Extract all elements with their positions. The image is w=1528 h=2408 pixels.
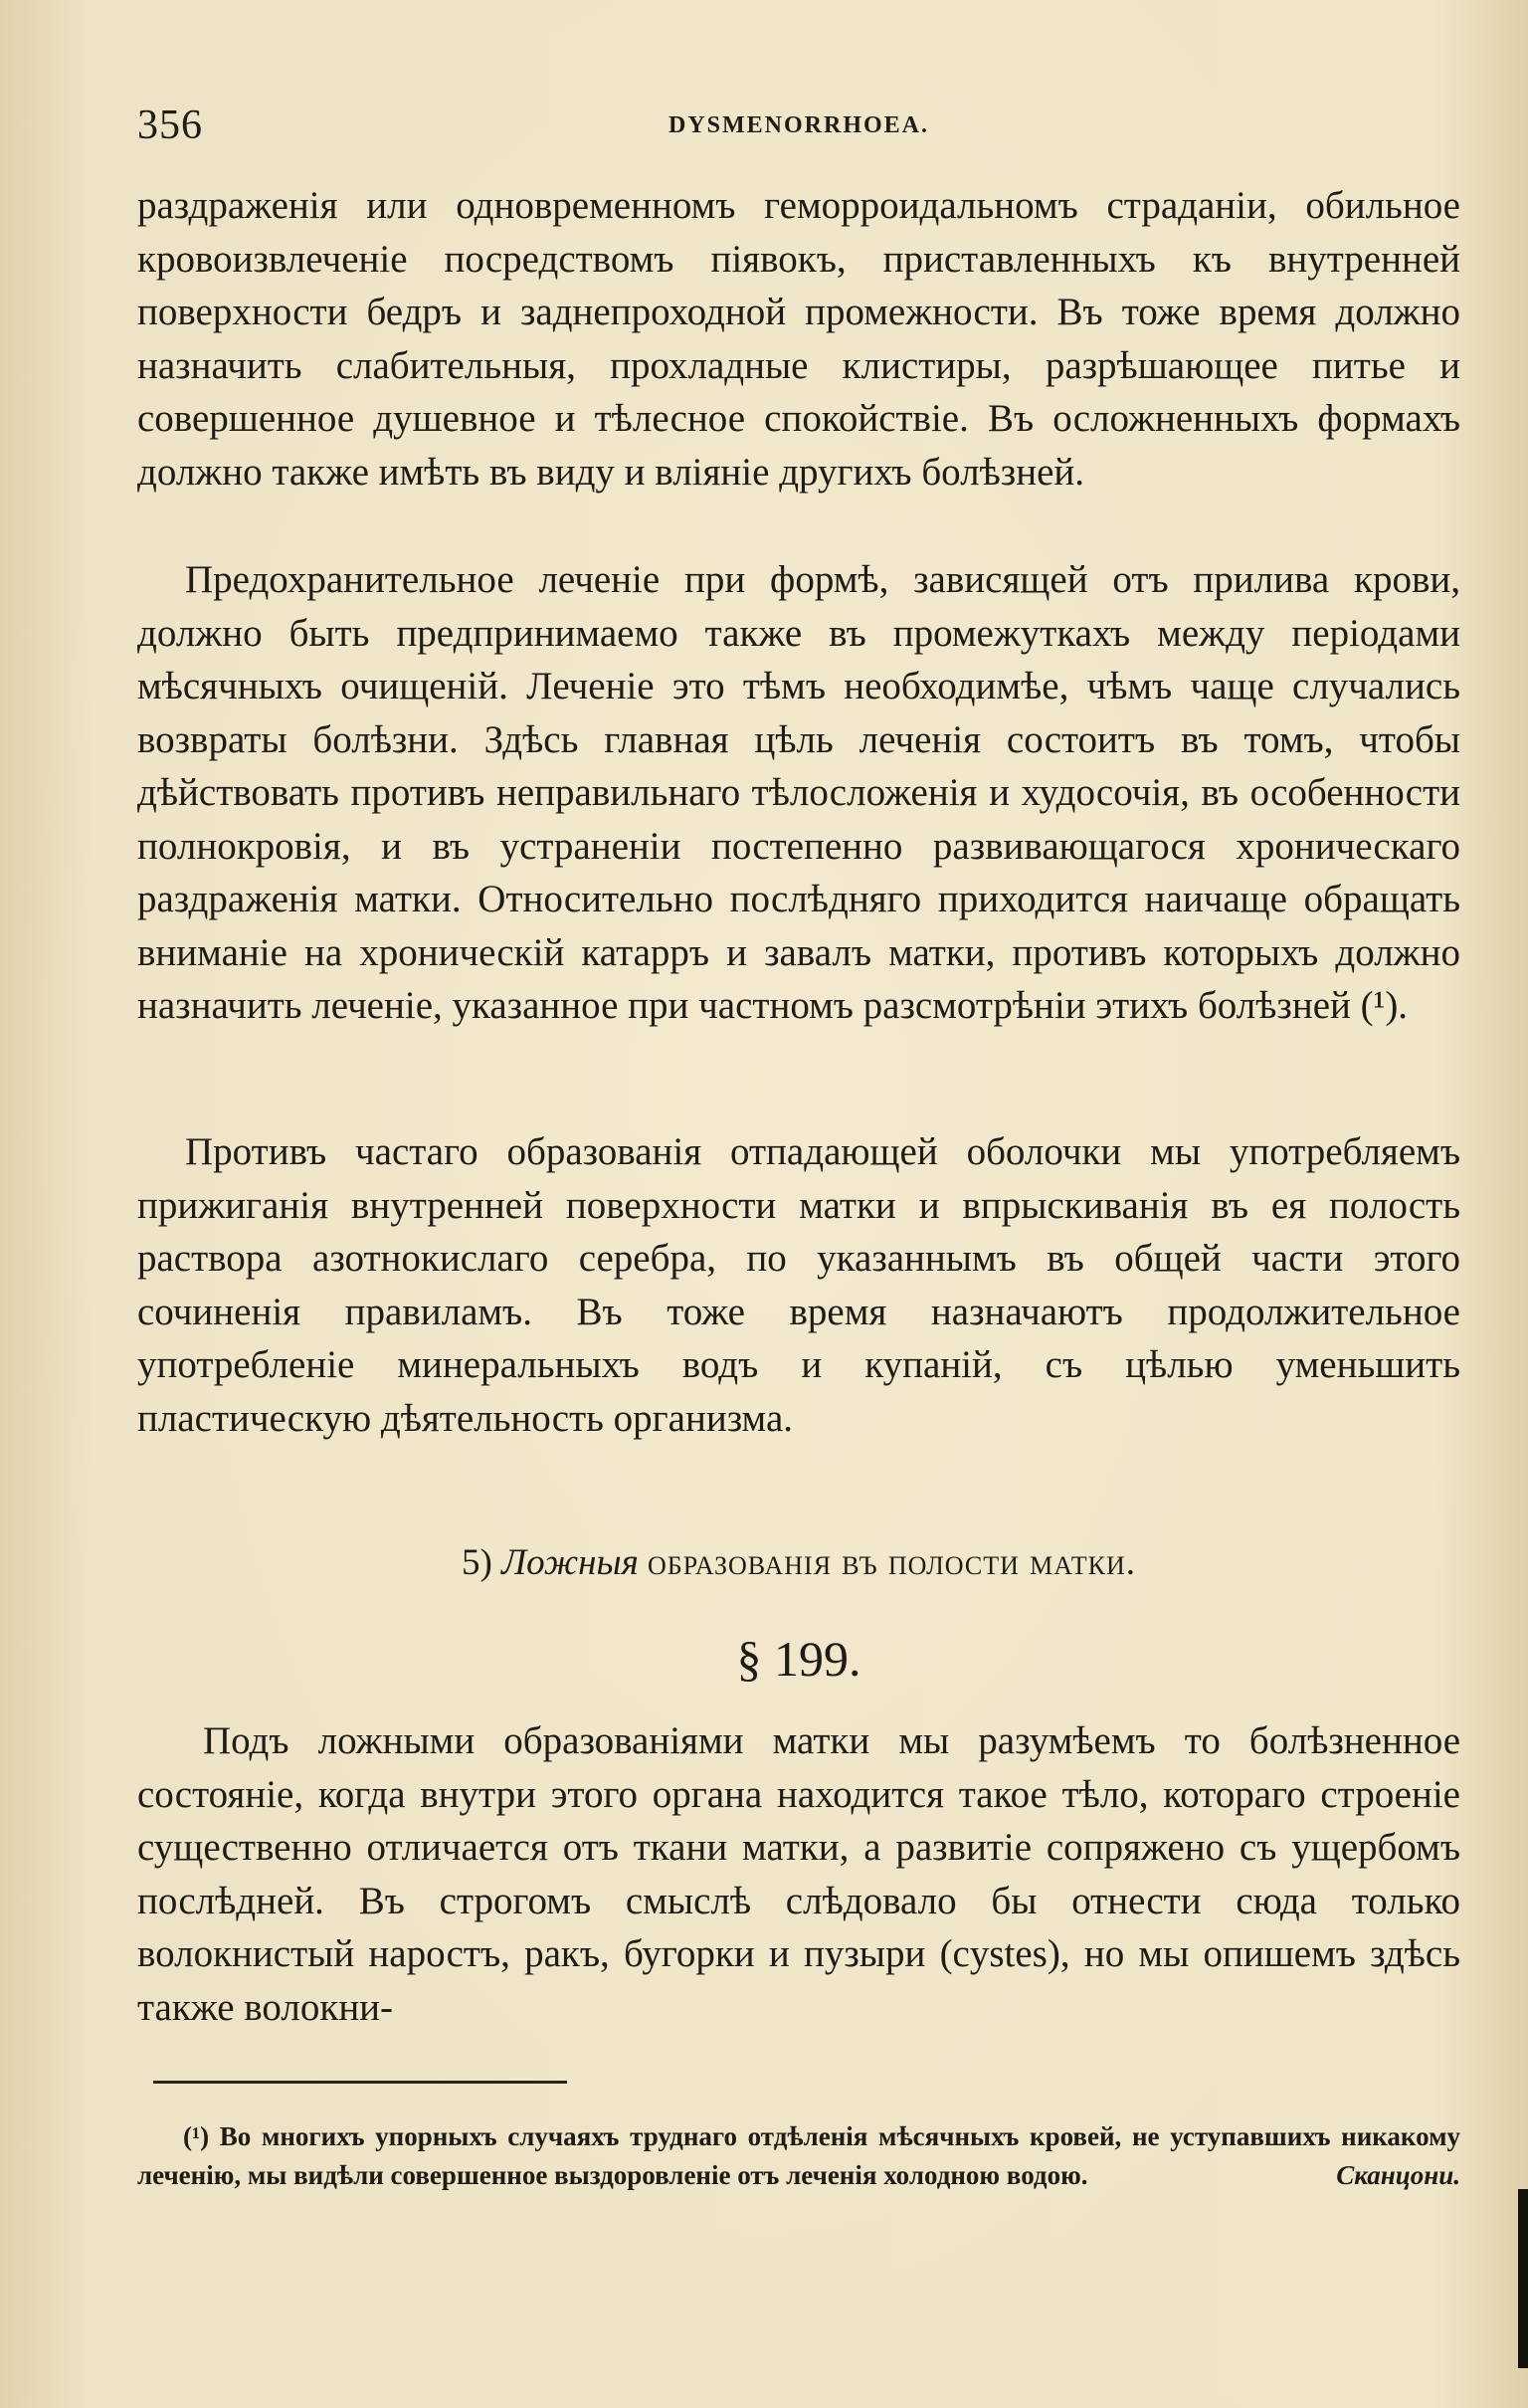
- footnote-text: (¹) Во многихъ упорныхъ случаяхъ труднаго отдѣленія мѣсячныхъ кровей, не уступавшихъ никакому леченію, мы видѣли совершенное выздоровленіе отъ леченія холодною водою.: [137, 2121, 1460, 2190]
- footnote-divider: [153, 2081, 567, 2084]
- section-heading: [137, 1538, 1460, 1588]
- paragraph-2: Предохранительное леченіе при формѣ, зависящей отъ прилива крови, должно быть предпринимаемо также въ промежуткахъ между періодами мѣсячныхъ очищеній. Леченіе это тѣмъ необходимѣе, чѣмъ чаще случались возвраты болѣзни. Здѣсь главная цѣль леченія состоитъ въ томъ, чтобы дѣйствовать противъ неправильнаго тѣлосложенія и худосочія, въ особенности полнокровія, и въ устраненіи постепенно развивающагося хроническаго раздраженія матки. Относительно послѣдняго приходится наичаще обращать вниманіе на хроническій катарръ и завалъ матки, противъ которыхъ должно назначить леченіе, указанное при частномъ разсмотрѣніи этихъ болѣзней (¹).: [137, 558, 1460, 1027]
- page-number: 356: [137, 102, 203, 148]
- page-edge-shadow: [1518, 2189, 1528, 2368]
- footnote: [137, 2117, 1460, 2195]
- page-header: [137, 96, 1460, 155]
- paragraph-4: Подъ ложными образованіями матки мы разумѣемъ то болѣзненное состояніе, когда внутри этого органа находится такое тѣло, котораго строеніе существенно отличается отъ ткани матки, а развитіе сопряжено съ ущербомъ послѣдней. Въ строгомъ смыслѣ слѣдовало бы отнести сюда только волокнистый наростъ, ракъ, бугорки и пузыри (cystes), но мы опишемъ здѣсь также волокни-: [137, 1719, 1460, 2029]
- paragraph-3: Противъ частаго образованія отпадающей оболочки мы употребляемъ прижиганія внутренней поверхности матки и впрыскиванія въ ея полость раствора азотнокислаго серебра, по указаннымъ въ общей части этого сочиненія правиламъ. Въ тоже время назначаютъ продолжительное употребленіе минеральныхъ водъ и купаній, съ цѣлью уменьшить пластическую дѣятельность организма.: [137, 1130, 1460, 1440]
- section-number: 5): [462, 1542, 492, 1583]
- paragraph-number: § 199.: [736, 1631, 861, 1687]
- running-head: DYSMENORRHOEA.: [668, 112, 929, 138]
- section-title-caps: образованія въ полости матки.: [648, 1542, 1136, 1583]
- section-title-italic: Ложныя: [501, 1542, 639, 1583]
- paragraph-1: раздраженія или одновременномъ геморроидальномъ страданіи, обильное кровоизвлеченіе посредствомъ піявокъ, приставленныхъ къ внутренней поверхности бедръ и заднепроходной промежности. Въ тоже время должно назначить слабительныя, прохладные клистиры, разрѣшающее питье и совершенное душевное и тѣлесное спокойствіе. Въ осложненныхъ формахъ должно также имѣть въ виду и вліяніе другихъ болѣзней.: [137, 184, 1460, 494]
- footnote-author: Сканцони.: [1336, 2160, 1460, 2190]
